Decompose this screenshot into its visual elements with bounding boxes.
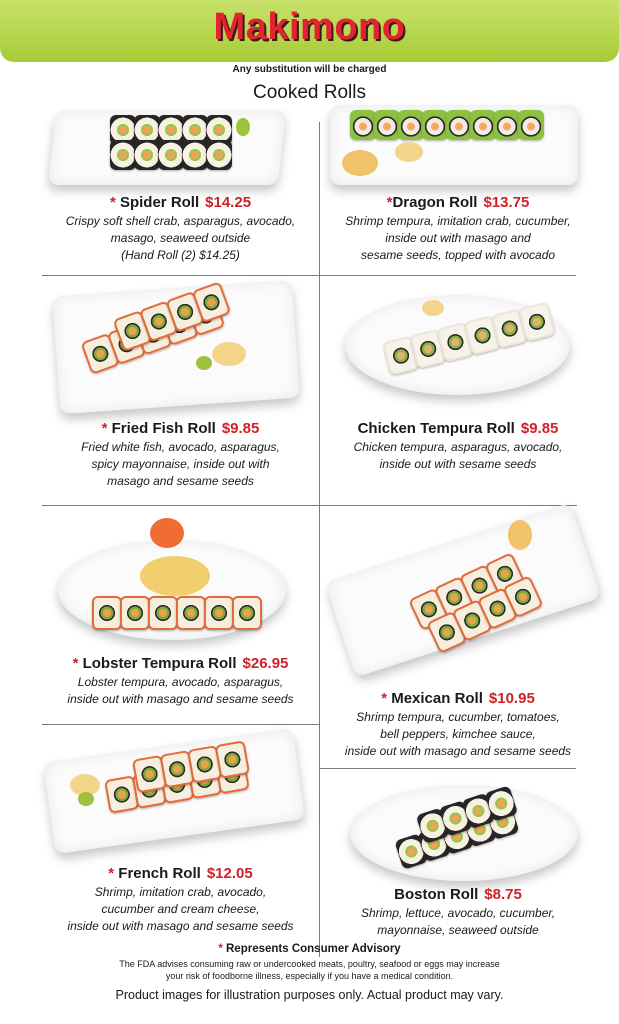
menu-item-mexican-roll — [320, 690, 596, 760]
item-price: $13.75 — [483, 194, 530, 211]
item-name: Mexican Roll — [391, 690, 483, 707]
item-name: Lobster Tempura Roll — [82, 655, 237, 672]
page-title: Makimono — [213, 6, 406, 48]
item-name: Dragon Roll — [392, 194, 478, 211]
advisory-star: * — [381, 690, 388, 707]
item-description: Chicken tempura, asparagus, avocado, inside out with sesame seeds — [353, 440, 563, 471]
advisory-star: * — [109, 194, 116, 211]
item-description: Fried white fish, avocado, asparagus, spicy mayonnaise, inside out with masago and sesame seeds — [81, 440, 280, 488]
row-divider — [320, 768, 576, 769]
row-divider — [320, 275, 576, 276]
item-name: Boston Roll — [394, 886, 479, 903]
menu-item-spider-roll — [42, 194, 319, 264]
image-disclaimer: Product images for illustration purposes only. Actual product may vary. — [115, 988, 504, 1002]
fda-notice: The FDA advises consuming raw or undercooked meats, poultry, seafood or eggs may increase your risk of foodborne illness, especially if you have a medical condition. — [119, 959, 500, 981]
item-name: Chicken Tempura Roll — [357, 420, 515, 437]
menu-item-fried-fish-roll — [42, 420, 319, 490]
item-description: Lobster tempura, avocado, asparagus, inside out with masago and sesame seeds — [67, 675, 294, 706]
row-divider — [42, 505, 577, 506]
item-price: $9.85 — [221, 420, 260, 437]
section-title: Cooked Rolls — [253, 82, 366, 103]
item-name: French Roll — [118, 865, 201, 882]
item-name: Fried Fish Roll — [111, 420, 216, 437]
item-description: Shrimp, lettuce, avocado, cucumber, mayonnaise, seaweed outside — [360, 906, 556, 937]
consumer-advisory: * Represents Consumer Advisory — [218, 943, 401, 955]
menu-item-chicken-tempura-roll — [320, 420, 596, 473]
item-price: $8.75 — [484, 886, 522, 903]
advisory-star: * — [386, 194, 393, 211]
item-price: $12.05 — [206, 865, 253, 882]
menu-item-lobster-tempura-roll — [30, 655, 331, 708]
item-description: Shrimp tempura, cucumber, tomatoes, bell peppers, kimchee sauce, inside out with masago and sesame seeds — [344, 710, 572, 758]
item-description: Shrimp tempura, imitation crab, cucumber, inside out with masago and sesame seeds, topped with avocado — [345, 214, 571, 262]
item-price: $26.95 — [242, 655, 289, 672]
menu-item-boston-roll — [320, 886, 596, 939]
row-divider — [42, 275, 319, 276]
advisory-star: * — [108, 865, 115, 882]
menu-item-dragon-roll — [320, 194, 596, 264]
row-divider — [42, 724, 319, 725]
menu-item-french-roll — [30, 865, 331, 935]
item-price: $10.95 — [488, 690, 535, 707]
item-description: Crispy soft shell crab, asparagus, avocado, masago, seaweed outside (Hand Roll (2) $14.25) — [65, 214, 296, 262]
advisory-star: * — [72, 655, 79, 672]
item-description: Shrimp, imitation crab, avocado, cucumber and cream cheese, inside out with masago and sesame seeds — [67, 885, 294, 933]
advisory-star: * — [101, 420, 108, 437]
item-price: $14.25 — [205, 194, 252, 211]
item-name: Spider Roll — [119, 194, 200, 211]
item-price: $9.85 — [520, 420, 559, 437]
substitution-note: Any substitution will be charged — [232, 64, 387, 75]
